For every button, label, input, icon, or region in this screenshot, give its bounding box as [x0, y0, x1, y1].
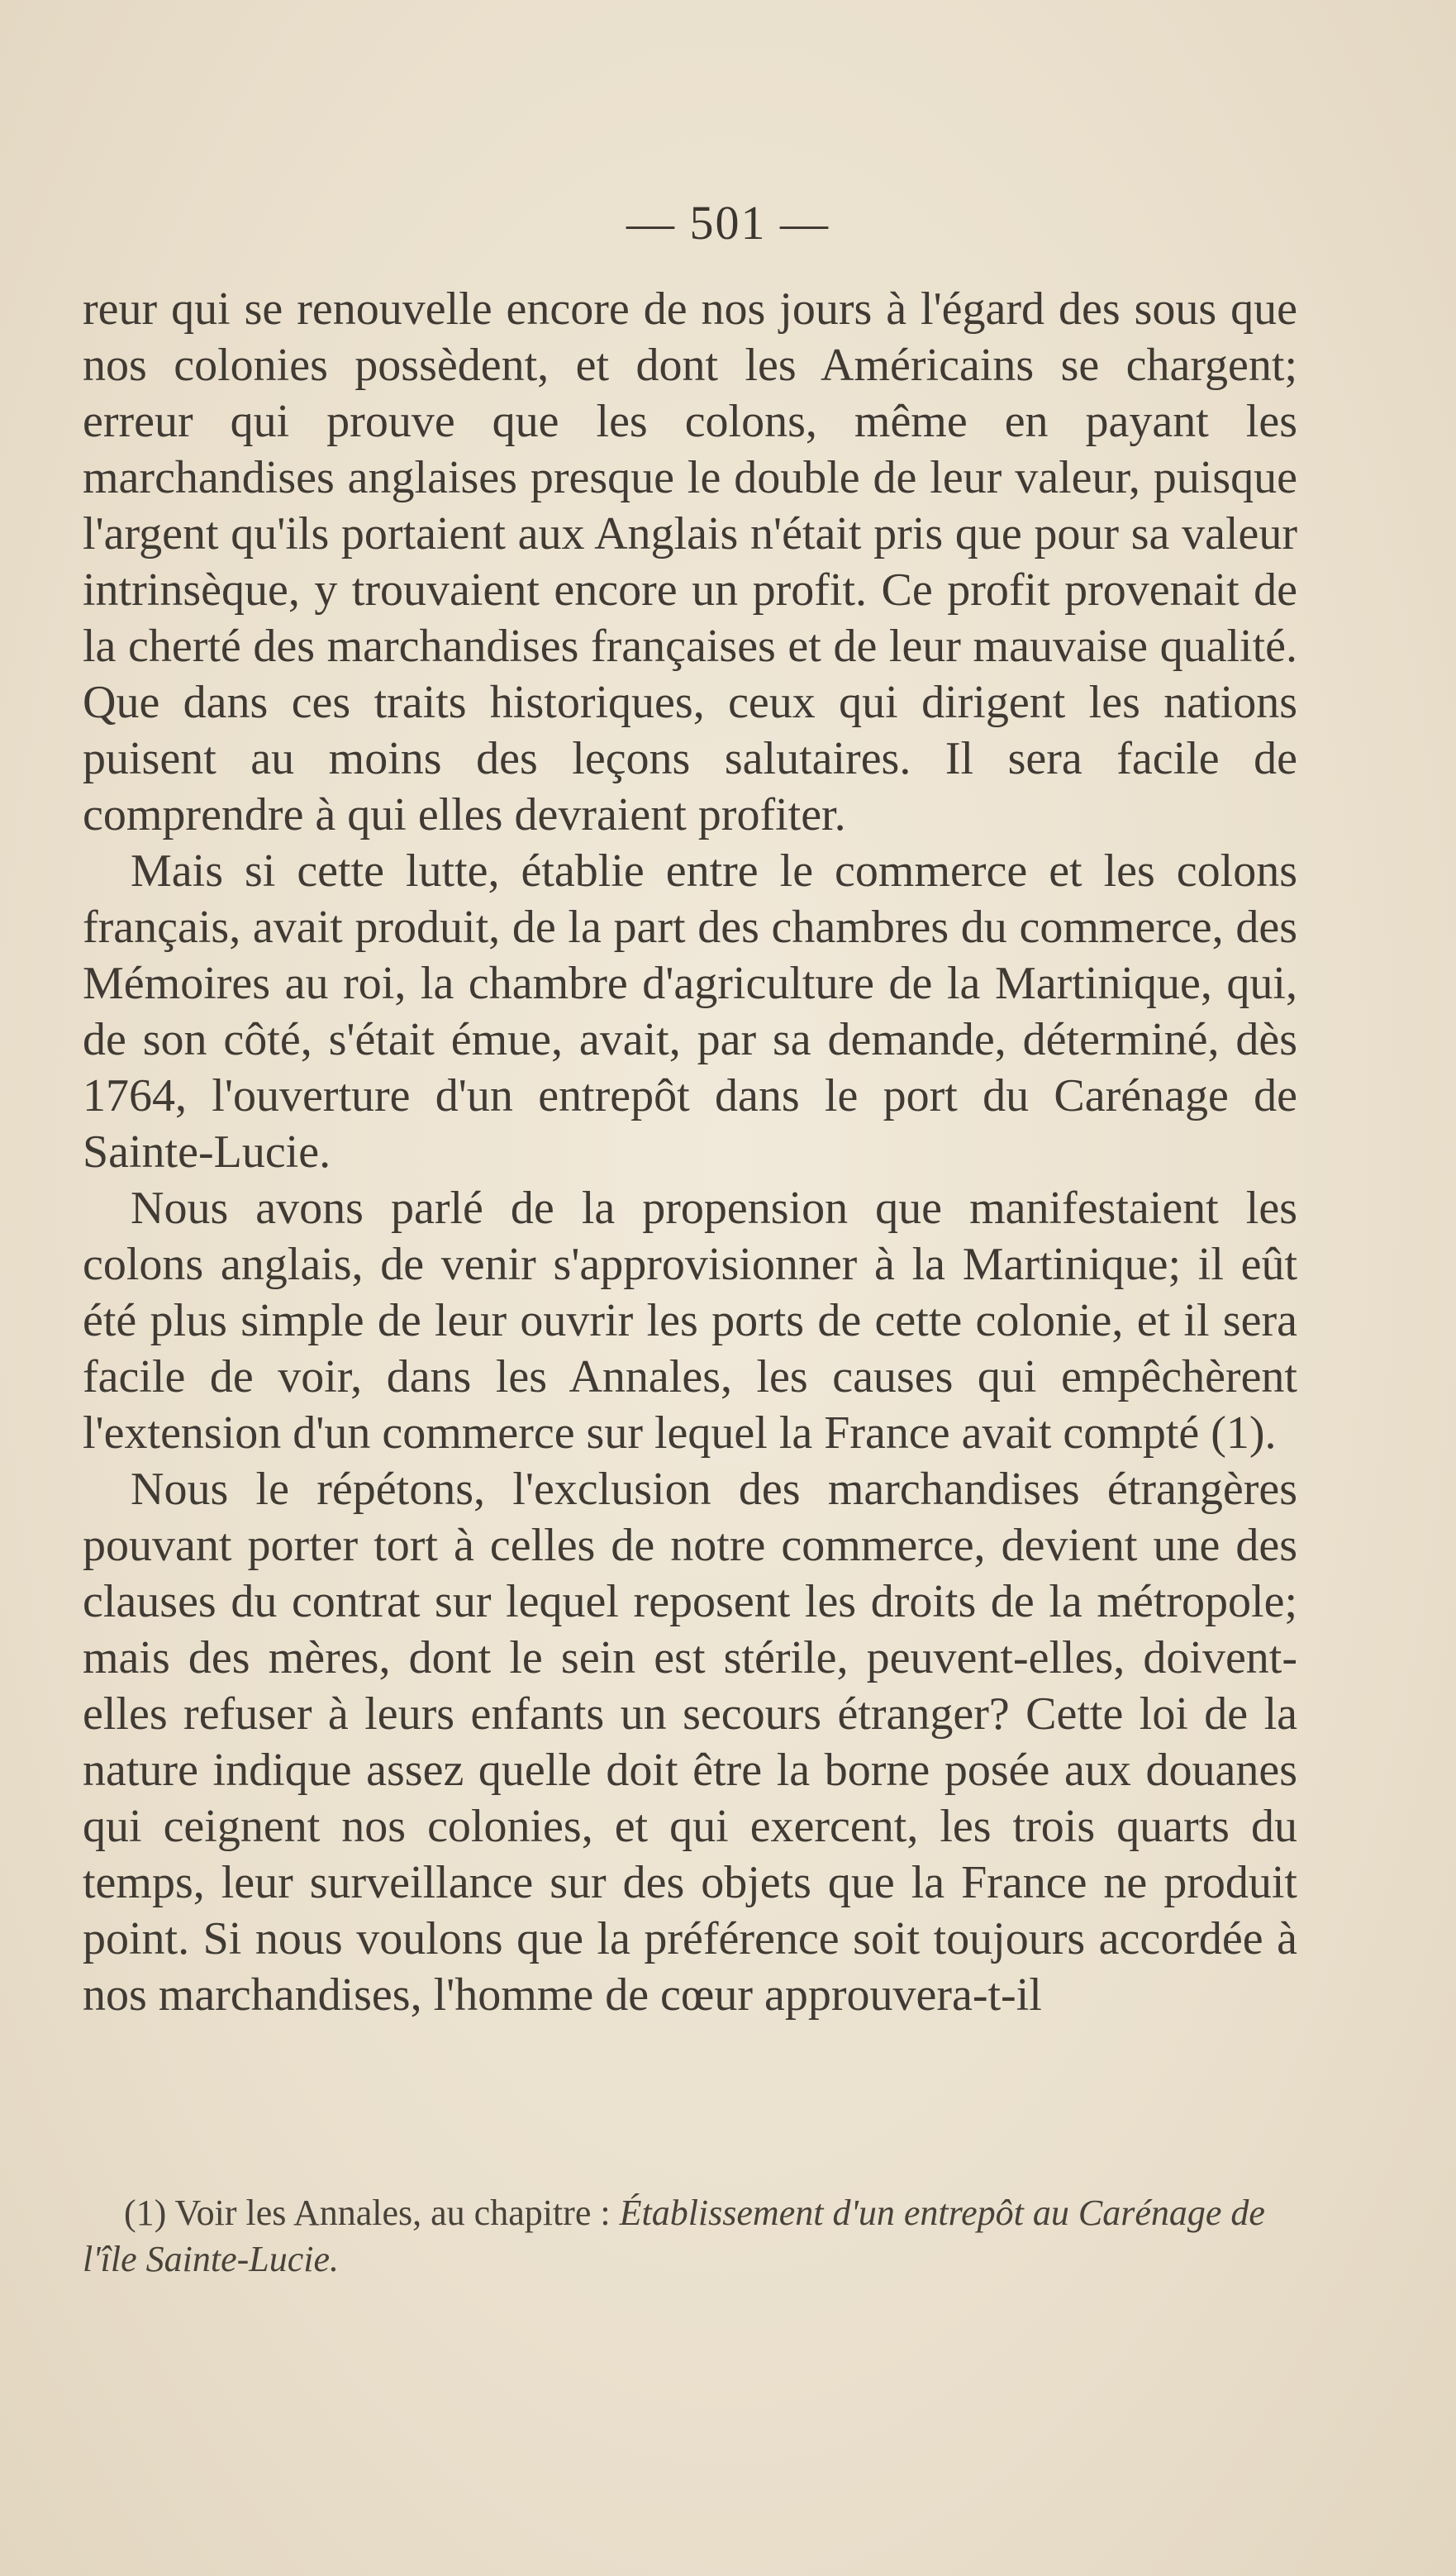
- page-number: — 501 —: [626, 196, 830, 250]
- footnote: [83, 2190, 1297, 2283]
- paragraph: Nous le répétons, l'exclusion des marchandises étrangères pouvant porter tort à celles de notre commerce, devient une des clauses du contrat sur lequel reposent les droits de la métropole; mais des mères, dont le sein est stérile, peuvent-elles, doivent-elles refuser à leurs enfants un secours étranger? Cette loi de la nature indique assez quelle doit être la borne posée aux douanes qui ceignent nos colonies, et qui exercent, les trois quarts du temps, leur surveillance sur des objets que la France ne produit point. Si nous voulons que la préférence soit toujours accordée à nos marchandises, l'homme de cœur approuvera-t-il: [83, 1464, 1297, 2021]
- footnote-text: Voir les Annales, au chapitre :: [174, 2193, 611, 2233]
- footnote-marker: (1): [124, 2193, 167, 2233]
- paragraph: Nous avons parlé de la propension que manifestaient les colons anglais, de venir s'approvisionner à la Martinique; il eût été plus simple de leur ouvrir les ports de cette colonie, et il sera facile de voir, dans les Annales, les causes qui empêchèrent l'extension d'un commerce sur lequel la France avait compté (1).: [83, 1183, 1297, 1459]
- footnote-title: Établissement d'un entrepôt au Carénage de l'île Sainte-Lucie.: [83, 2193, 1265, 2279]
- paragraph-continued: reur qui se renouvelle encore de nos jours à l'égard des sous que nos colonies possèdent, et dont les Américains se chargent; erreur qui prouve que les colons, même en payant les marchandises anglaises presque le double de leur valeur, puisque l'argent qu'ils portaient aux Anglais n'était pris que pour sa valeur intrinsèque, y trouvaient encore un profit. Ce profit provenait de la cherté des marchandises françaises et de leur mauvaise qualité. Que dans ces traits historiques, ceux qui dirigent les nations puisent au moins des leçons salutaires. Il sera facile de comprendre à qui elles devraient profiter.: [83, 283, 1297, 840]
- paragraph: Mais si cette lutte, établie entre le commerce et les colons français, avait produit, de la part des chambres du commerce, des Mémoires au roi, la chambre d'agriculture de la Martinique, qui, de son côté, s'était émue, avait, par sa demande, déterminé, dès 1764, l'ouverture d'un entrepôt dans le port du Carénage de Sainte-Lucie.: [83, 845, 1297, 1178]
- body-text: [83, 281, 1297, 2023]
